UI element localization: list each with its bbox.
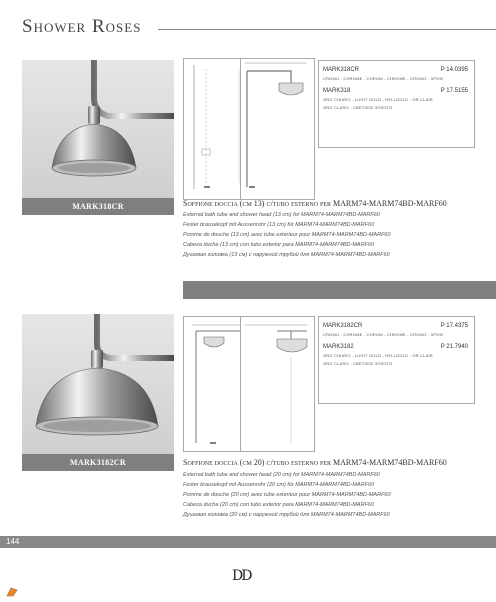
page-number-band xyxy=(0,536,496,548)
shower-head-icon xyxy=(22,314,174,454)
product-description-title-1: Soffione doccia (cm 13) c/tubo esterno per MARM74-MARM74BD-MARF60 xyxy=(183,199,447,208)
code-line xyxy=(323,344,468,350)
product-code: MARK3182CR xyxy=(323,323,363,329)
code-line xyxy=(323,323,468,329)
description-line: Pomme de douche (13 cm) avec tube exterieur pour MARM74-MARM74BD-MARF60 xyxy=(183,232,391,238)
price: P 17.4375 xyxy=(440,323,468,329)
description-line: Pomme de douche (20 cm) avec tube exterieur pour MARM74-MARM74BD-MARF60 xyxy=(183,492,391,498)
technical-drawing-side-2 xyxy=(240,316,315,452)
technical-drawing-side-1 xyxy=(240,58,315,200)
section-band-1 xyxy=(183,281,496,299)
finish-line: ORO CLARO - СВЕТЛОЕ ЗОЛОТО xyxy=(323,361,393,366)
spec-box-1 xyxy=(318,60,475,148)
product-code-label-1: MARK318CR xyxy=(22,198,174,215)
description-line: Cabeza ducha (20 cm) con tubo exterior para MARM74-MARM74BD-MARF60 xyxy=(183,502,375,508)
price: P 17.5155 xyxy=(440,88,468,94)
description-line: Душевая головка (20 см) с наружной трубой для MARM74-MARM74BD-MARF60 xyxy=(183,512,390,518)
product-description-title-2: Soffione doccia (cm 20) c/tubo esterno per MARM74-MARM74BD-MARF60 xyxy=(183,458,447,467)
product-code: MARK318CR xyxy=(323,67,360,73)
title-divider xyxy=(158,29,496,30)
product-code: MARK3182 xyxy=(323,344,354,350)
description-line: Fester brausekopf mit Aussenrohr (13 cm) für MARM74-MARM74BD-MARF60 xyxy=(183,222,375,228)
product-code: MARK318 xyxy=(323,88,351,94)
description-line: Cabeza ducha (13 cm) con tubo exterior para MARM74-MARM74BD-MARF60 xyxy=(183,242,375,248)
finish-line: ORO CLARO - СВЕТЛОЕ ЗОЛОТО xyxy=(323,105,393,110)
shower-head-icon xyxy=(22,60,174,198)
finish-line: ORO CHIARO - LIGHT GOLD - HELLGOLD - OR CLAIR xyxy=(323,353,433,358)
brand-logo: DD xyxy=(232,568,251,584)
description-line: Душевая головка (13 см) с наружной трубой для MARM74-MARM74BD-MARF60 xyxy=(183,252,390,258)
code-line xyxy=(323,88,468,94)
price: P 21.7940 xyxy=(440,344,468,350)
page-number: 144 xyxy=(6,537,20,546)
product-photo-1 xyxy=(22,60,174,198)
spec-box-2 xyxy=(318,316,475,404)
description-line: Fester brausekopf mit Aussenrohr (20 cm) für MARM74-MARM74BD-MARF60 xyxy=(183,482,375,488)
description-line: External bath tube and shower head (13 cm) for MARM74-MARM74BD-MARF60 xyxy=(183,212,380,218)
price: P 14.0395 xyxy=(440,67,468,73)
description-line: External bath tube and shower head (20 cm) for MARM74-MARM74BD-MARF60 xyxy=(183,472,380,478)
code-line xyxy=(323,67,468,73)
product-photo-2 xyxy=(22,314,174,454)
product-code-label-2: MARK3182CR xyxy=(22,454,174,471)
bookmark-icon[interactable] xyxy=(6,584,18,594)
finish-line: CROMO - CHROME - CHROM - CHROME - CROMO - ХРОМ xyxy=(323,332,443,337)
finish-line: CROMO - CHROME - CHROM - CHROME - CROMO - ХРОМ xyxy=(323,76,443,81)
finish-line: ORO CHIARO - LIGHT GOLD - HELLGOLD - OR CLAIR xyxy=(323,97,433,102)
page-title: Shower Roses xyxy=(22,16,142,37)
